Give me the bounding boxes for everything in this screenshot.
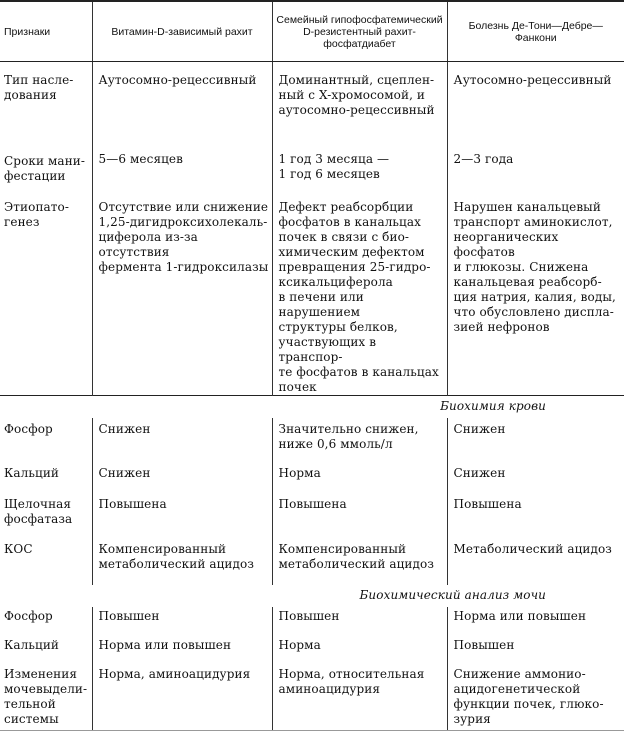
table-row [0, 418, 624, 465]
table-cell: Снижен [92, 465, 272, 495]
table-cell: Повышен [447, 636, 624, 665]
header-hypophosphatemic-rickets: Семейный гипофосфатемический D-резистентный рахит-фосфатдиабет [272, 1, 447, 62]
table-cell: Повышен [272, 607, 447, 636]
row-label: Этиопато- генез [4, 199, 70, 229]
table-row [0, 607, 624, 636]
section-title-urine: Биохимический анализ мочи [359, 588, 546, 602]
table-cell: Норма или повышен [92, 636, 272, 665]
table-cell: Снижен [447, 418, 624, 465]
row-label: Изменения мочевыдели- тельной системы [0, 665, 92, 731]
table-cell: Повышена [272, 495, 447, 540]
table-cell: Повышена [447, 495, 624, 540]
row-label: Фосфор [4, 608, 53, 623]
table-cell: Снижение аммонио- ацидогенетической функции почек, глюко- зурия [447, 665, 624, 731]
section-header-row [0, 585, 624, 607]
table-row [0, 196, 624, 396]
table-cell: Норма [272, 465, 447, 495]
table-cell: Отсутствие или снижение 1,25-дигидроксихолекаль- циферола из-за отсутствия фермента 1-гидроксилазы [92, 196, 272, 396]
table-cell: Нарушен канальцевый транспорт аминокислот, неорганических фосфатов и глюкозы. Снижена канальцевая реабсорб- ция натрия, калия, воды, что обусловлено диспла- зией нефронов [447, 196, 624, 396]
row-label: Кальций [4, 637, 60, 652]
row-label: КОС [4, 541, 33, 556]
header-row [0, 1, 624, 62]
header-vitamin-d-dependent-rickets: Витамин-D-зависимый рахит [92, 1, 272, 62]
row-label: Кальций [4, 465, 60, 480]
section-header-row [0, 395, 624, 418]
table-row [0, 465, 624, 495]
section-title-blood: Биохимия крови [0, 395, 624, 418]
table-cell: Повышена [92, 495, 272, 540]
table-row [0, 140, 624, 196]
table-row [0, 665, 624, 731]
table-cell: 5—6 месяцев [92, 140, 272, 196]
table-row [0, 636, 624, 665]
table-cell: Норма или повышен [447, 607, 624, 636]
row-label: Сроки мани- фестации [4, 153, 86, 183]
table-cell: Повышен [92, 607, 272, 636]
table-cell: Дефект реабсорбции фосфатов в канальцах почек в связи с био- химическим дефектом превращения 25-гидро- ксикальциферола в печени или нарушением структуры белков, участвующих в транспор- те фосфатов в канальцах почек [272, 196, 447, 396]
table-cell: 1 год 3 месяца — 1 год 6 месяцев [272, 140, 447, 196]
table-cell: Аутосомно-рецессивный [92, 62, 272, 140]
table-cell: Норма, аминоацидурия [92, 665, 272, 731]
table-cell: Значительно снижен, ниже 0,6 ммоль/л [272, 418, 447, 465]
header-de-toni-debre-fanconi: Болезнь Де-Тони—Дебре—Фанкони [447, 1, 624, 62]
table-cell: 2—3 года [447, 140, 624, 196]
row-label: Фосфор [4, 421, 53, 436]
table-row [0, 540, 624, 585]
table-row [0, 62, 624, 140]
table-cell: Снижен [92, 418, 272, 465]
table-cell: Норма, относительная аминоацидурия [272, 665, 447, 731]
table-cell: Компенсированный метаболический ацидоз [272, 540, 447, 585]
table-cell: Метаболический ацидоз [447, 540, 624, 585]
table-cell: Компенсированный метаболический ацидоз [92, 540, 272, 585]
table-cell: Доминантный, сцеплен- ный с X-хромосомой, и аутосомно-рецессивный [272, 62, 447, 140]
table-cell: Снижен [447, 465, 624, 495]
table-cell: Норма [272, 636, 447, 665]
table-cell: Аутосомно-рецессивный [447, 62, 624, 140]
table-row [0, 495, 624, 540]
header-features: Признаки [0, 1, 92, 62]
row-label: Тип насле- дования [4, 73, 74, 102]
row-label: Щелочная фосфатаза [4, 496, 73, 526]
